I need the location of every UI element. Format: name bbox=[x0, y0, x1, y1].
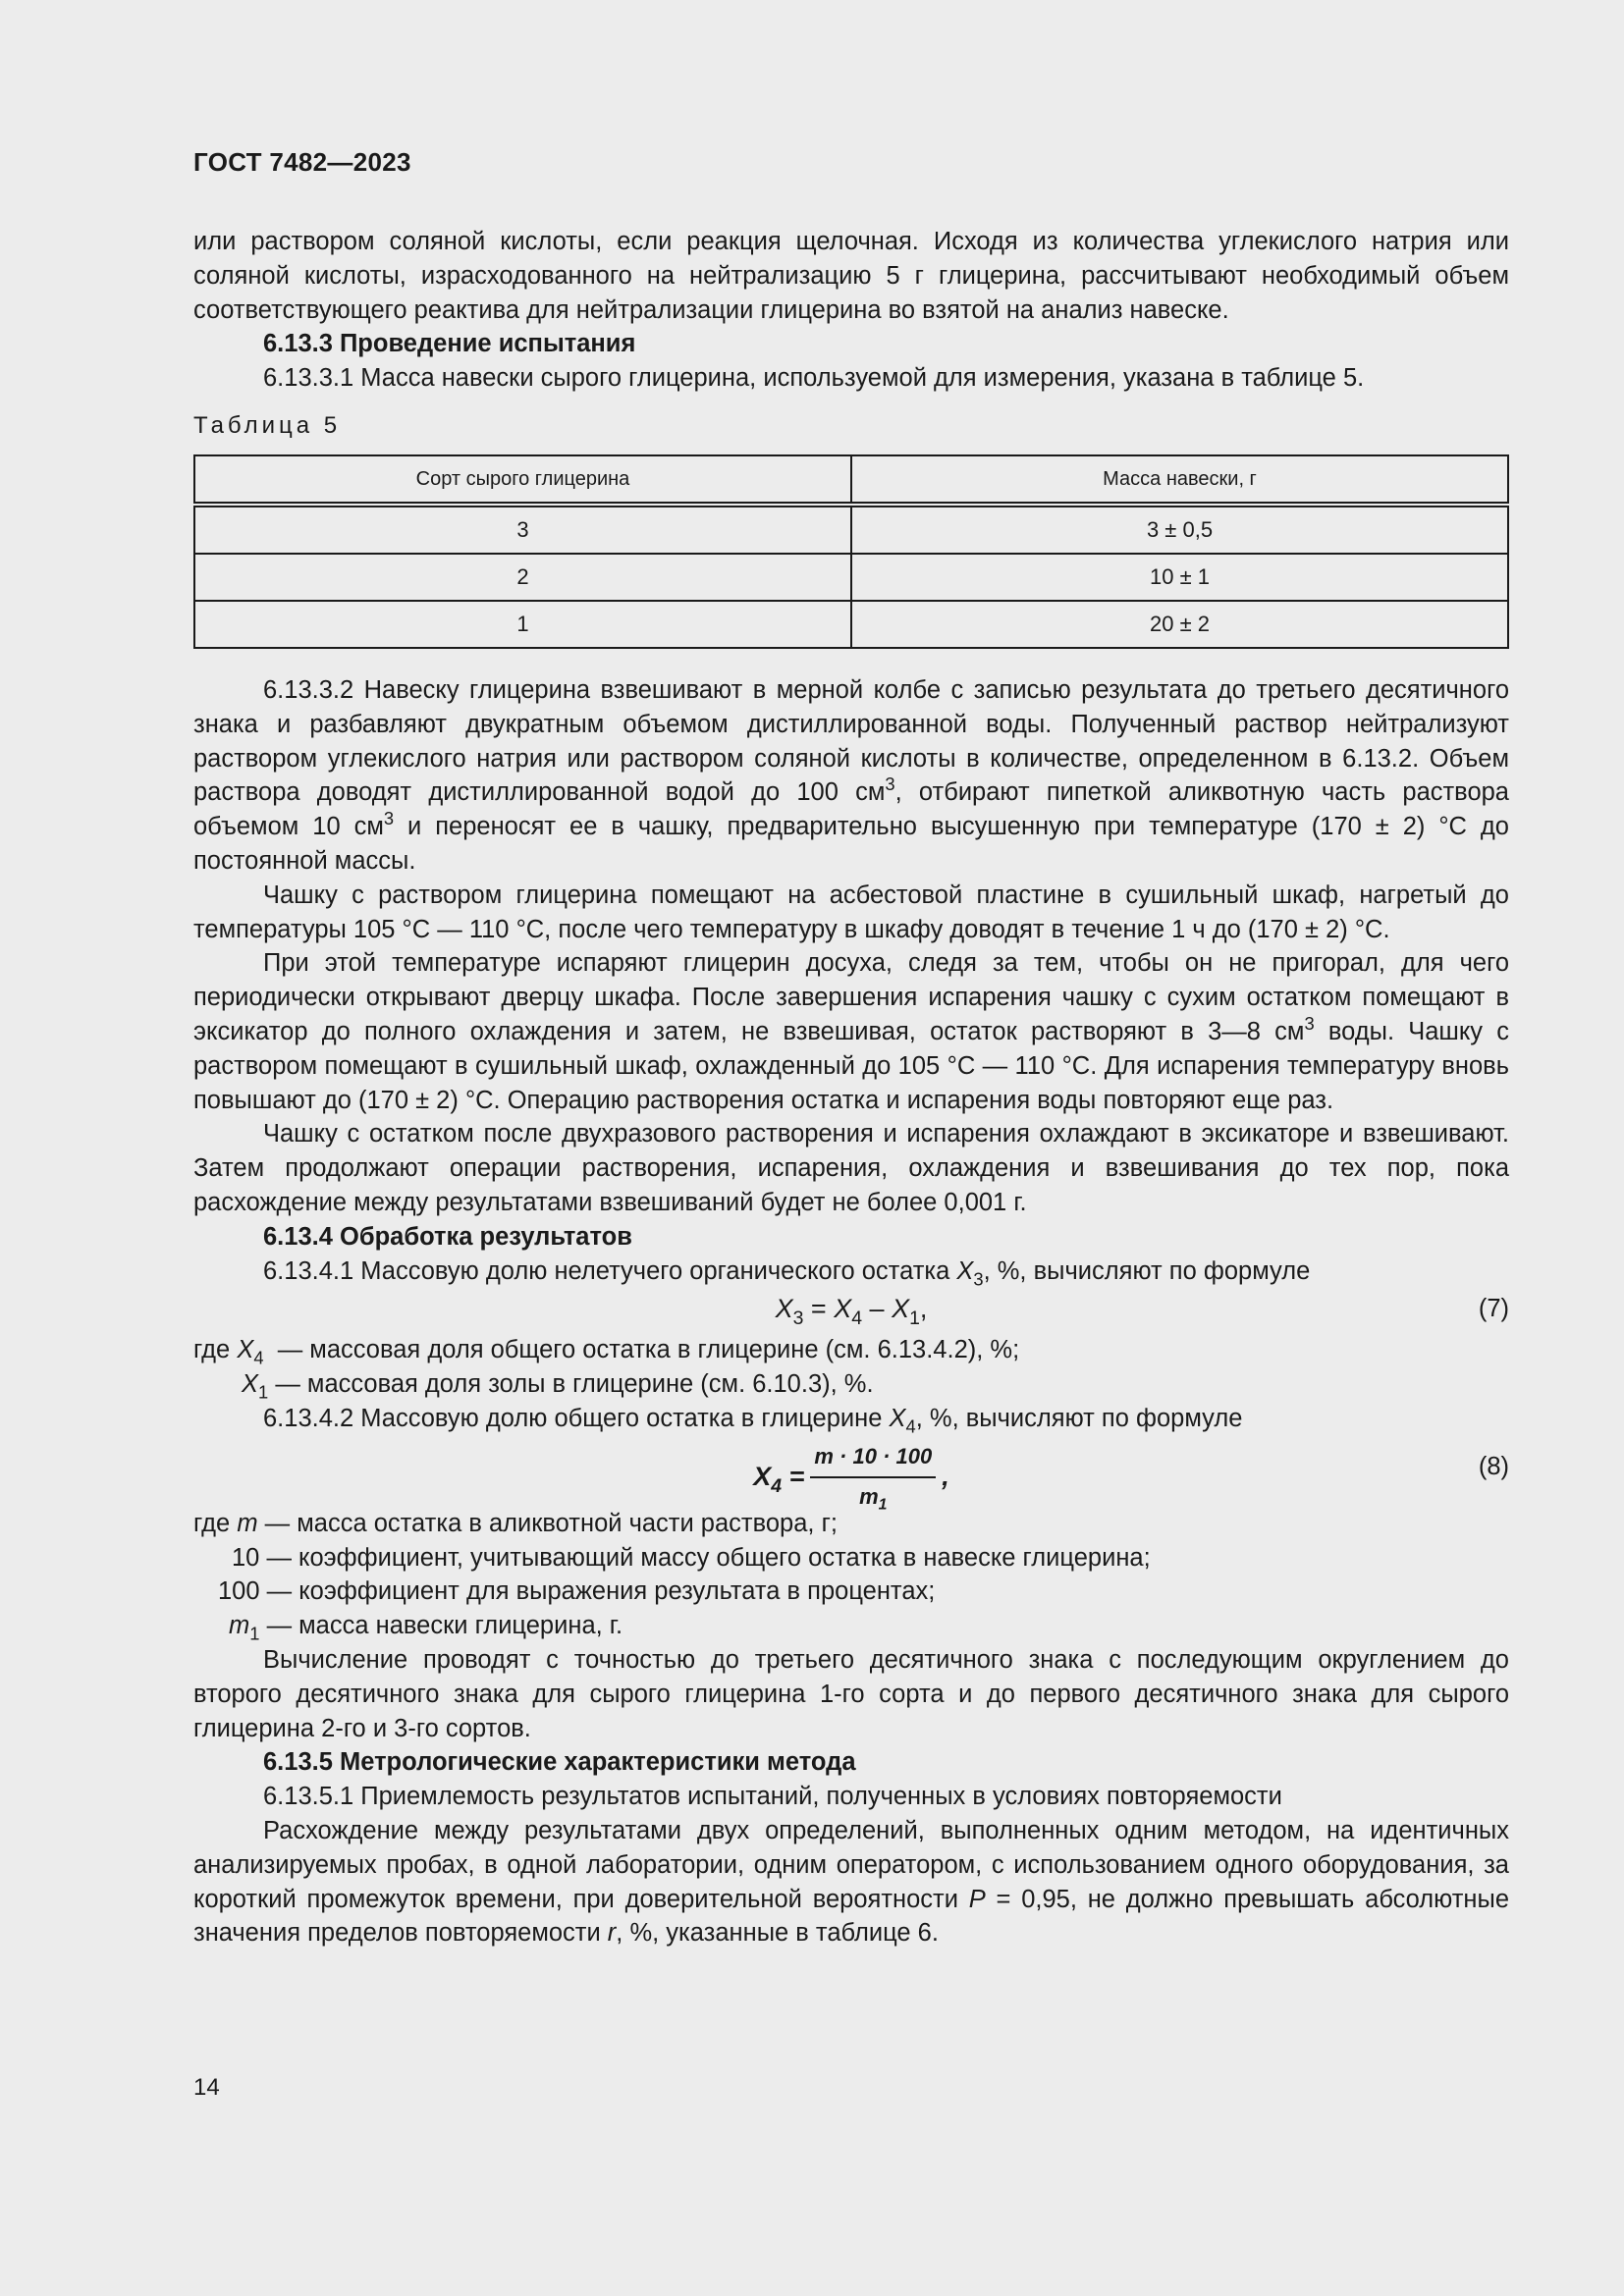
legend-x4: где $X_4$ — массовая доля общего остатка в глицерине (см. 6.13.4.2), %; bbox=[193, 1336, 1020, 1368]
legend-m: где m — масса остатка в аликвотной части раствора, г; bbox=[193, 1509, 838, 1537]
paragraph-6-13-5-1: 6.13.5.1 Приемлемость результатов испытаний, полученных в условиях повторяемости bbox=[263, 1783, 1282, 1811]
page-number: 14 bbox=[193, 2074, 220, 2101]
table-cell: 3 bbox=[194, 505, 851, 554]
paragraph-6-13-3-1: 6.13.3.1 Масса навески сырого глицерина, используемой для измерения, указана в таблице 5. bbox=[263, 364, 1365, 393]
document-header: ГОСТ 7482—2023 bbox=[193, 147, 411, 177]
paragraph-6-13-4-1: 6.13.4.1 Массовую долю нелетучего органического остатка $X_3$, %, вычисляют по формуле bbox=[263, 1256, 1311, 1289]
paragraph-calculation: Вычисление проводят с точностью до третьего десятичного знака с последующим округлением до второго десятичного знака для сырого глицерина 1-го сорта и до первого десятичного знака для сырого глицерина 2-го и 3-го сортов. bbox=[193, 1645, 1509, 1742]
formula-8 bbox=[193, 1440, 1509, 1514]
section-heading-6-13-5: 6.13.5 Метрологические характеристики метода bbox=[263, 1748, 856, 1777]
table-cell: 2 bbox=[194, 554, 851, 601]
paragraph-6-13-3-2: 6.13.3.2 Навеску глицерина взвешивают в мерной колбе с записью результата до третьего десятичного знака и разбавляют двукратным объемом дистиллированной воды. Полученный раствор нейтрализуют раствором углекислого натрия или раствором соляной кислоты в количестве, определенном в 6.13.2. Объем раствора доводят дистиллированной водой до 100 $см^3$, отбирают пипеткой аликвотную часть раствора объемом 10 $см^3$ и переносят ее в чашку, предварительно высушенную при температуре (170 ± 2) °С до постоянной массы. bbox=[193, 676, 1509, 875]
table-cell: 1 bbox=[194, 601, 851, 648]
legend-x1: $X_1$ — массовая доля золы в глицерине (см. 6.10.3), %. bbox=[242, 1370, 874, 1403]
table-5 bbox=[193, 454, 1509, 649]
table-cell: 20 ± 2 bbox=[851, 601, 1508, 648]
table-row bbox=[194, 505, 1508, 554]
formula-8-numerator: m · 10 · 100 bbox=[810, 1440, 936, 1478]
formula-7-expression: $X_3 = X_4 - X_1$, bbox=[775, 1294, 928, 1330]
intro-paragraph: или раствором соляной кислоты, если реакция щелочная. Исходя из количества углекислого натрия или соляной кислоты, израсходованного на нейтрализацию 5 г глицерина, рассчитывают необходимый объем соответствующего реактива для нейтрализации глицерина во взятой на анализ навеске. bbox=[193, 228, 1509, 324]
formula-8-expression: $X_4$ = $\frac{m \cdot 10 \cdot 100}{m_1}$ , bbox=[193, 1440, 1509, 1515]
formula-7-number: (7) bbox=[1478, 1295, 1509, 1323]
section-heading-6-13-3: 6.13.3 Проведение испытания bbox=[263, 330, 636, 358]
section-heading-6-13-4: 6.13.4 Обработка результатов bbox=[263, 1222, 632, 1251]
formula-8-number: (8) bbox=[1478, 1452, 1509, 1480]
table-row bbox=[194, 554, 1508, 601]
formula-8-legend bbox=[193, 1507, 1509, 1643]
paragraph-repeatability: Расхождение между результатами двух определений, выполненных одним методом, на идентичных анализируемых пробах, в одной лаборатории, одним оператором, с использованием одного оборудования, за короткий промежуток времени, при доверительной вероятности P = 0,95, не должно превышать абсолютные значения пределов повторяемости r, %, указанные в таблице 6. bbox=[193, 1816, 1510, 1948]
table-header-mass: Масса навески, г bbox=[851, 455, 1508, 505]
legend-10: 10 — коэффициент, учитывающий массу общего остатка в навеске глицерина; bbox=[232, 1543, 1151, 1572]
table-cell: 10 ± 1 bbox=[851, 554, 1508, 601]
table-header-grade: Сорт сырого глицерина bbox=[194, 455, 851, 505]
legend-m1: $m_1$ — масса навески глицерина, г. bbox=[229, 1612, 623, 1644]
text-block-top bbox=[193, 225, 1509, 396]
formula-7 bbox=[193, 1292, 1509, 1329]
table-row bbox=[194, 601, 1508, 648]
paragraph-cup-heating: Чашку с раствором глицерина помещают на асбестовой пластине в сушильный шкаф, нагретый до температуры 105 °С — 110 °С, после чего температуру в шкафу доводят в течение 1 ч до (170 ± 2) °С. bbox=[193, 881, 1509, 943]
formula-7-legend bbox=[193, 1333, 1509, 1402]
paragraph-6-13-4-2: 6.13.4.2 Массовую долю общего остатка в глицерине $X_4$, %, вычисляют по формуле bbox=[263, 1404, 1243, 1437]
paragraph-cup-weighing: Чашку с остатком после двухразового растворения и испарения охлаждают в эксикаторе и взвешивают. Затем продолжают операции растворения, испарения, охлаждения и взвешивания до тех пор, пока расхождение между результатами взвешиваний будет не более 0,001 г. bbox=[193, 1120, 1509, 1216]
table-title: Таблица 5 bbox=[193, 412, 342, 439]
paragraph-evaporation: При этой температуре испаряют глицерин досуха, следя за тем, чтобы он не пригорал, для чего периодически открывают дверцу шкафа. После завершения испарения чашку с сухим остатком помещают в эксикатор до полного охлаждения и затем, не взвешивая, остаток растворяют в 3—8 $см^3$ воды. Чашку с раствором помещают в сушильный шкаф, охлажденный до 105 °С — 110 °С. Для испарения температуру вновь повышают до (170 ± 2) °С. Операцию растворения остатка и испарения воды повторяют еще раз. bbox=[193, 949, 1509, 1114]
legend-100: 100 — коэффициент для выражения результата в процентах; bbox=[218, 1577, 936, 1606]
text-block-main bbox=[193, 673, 1509, 1950]
table-cell: 3 ± 0,5 bbox=[851, 505, 1508, 554]
